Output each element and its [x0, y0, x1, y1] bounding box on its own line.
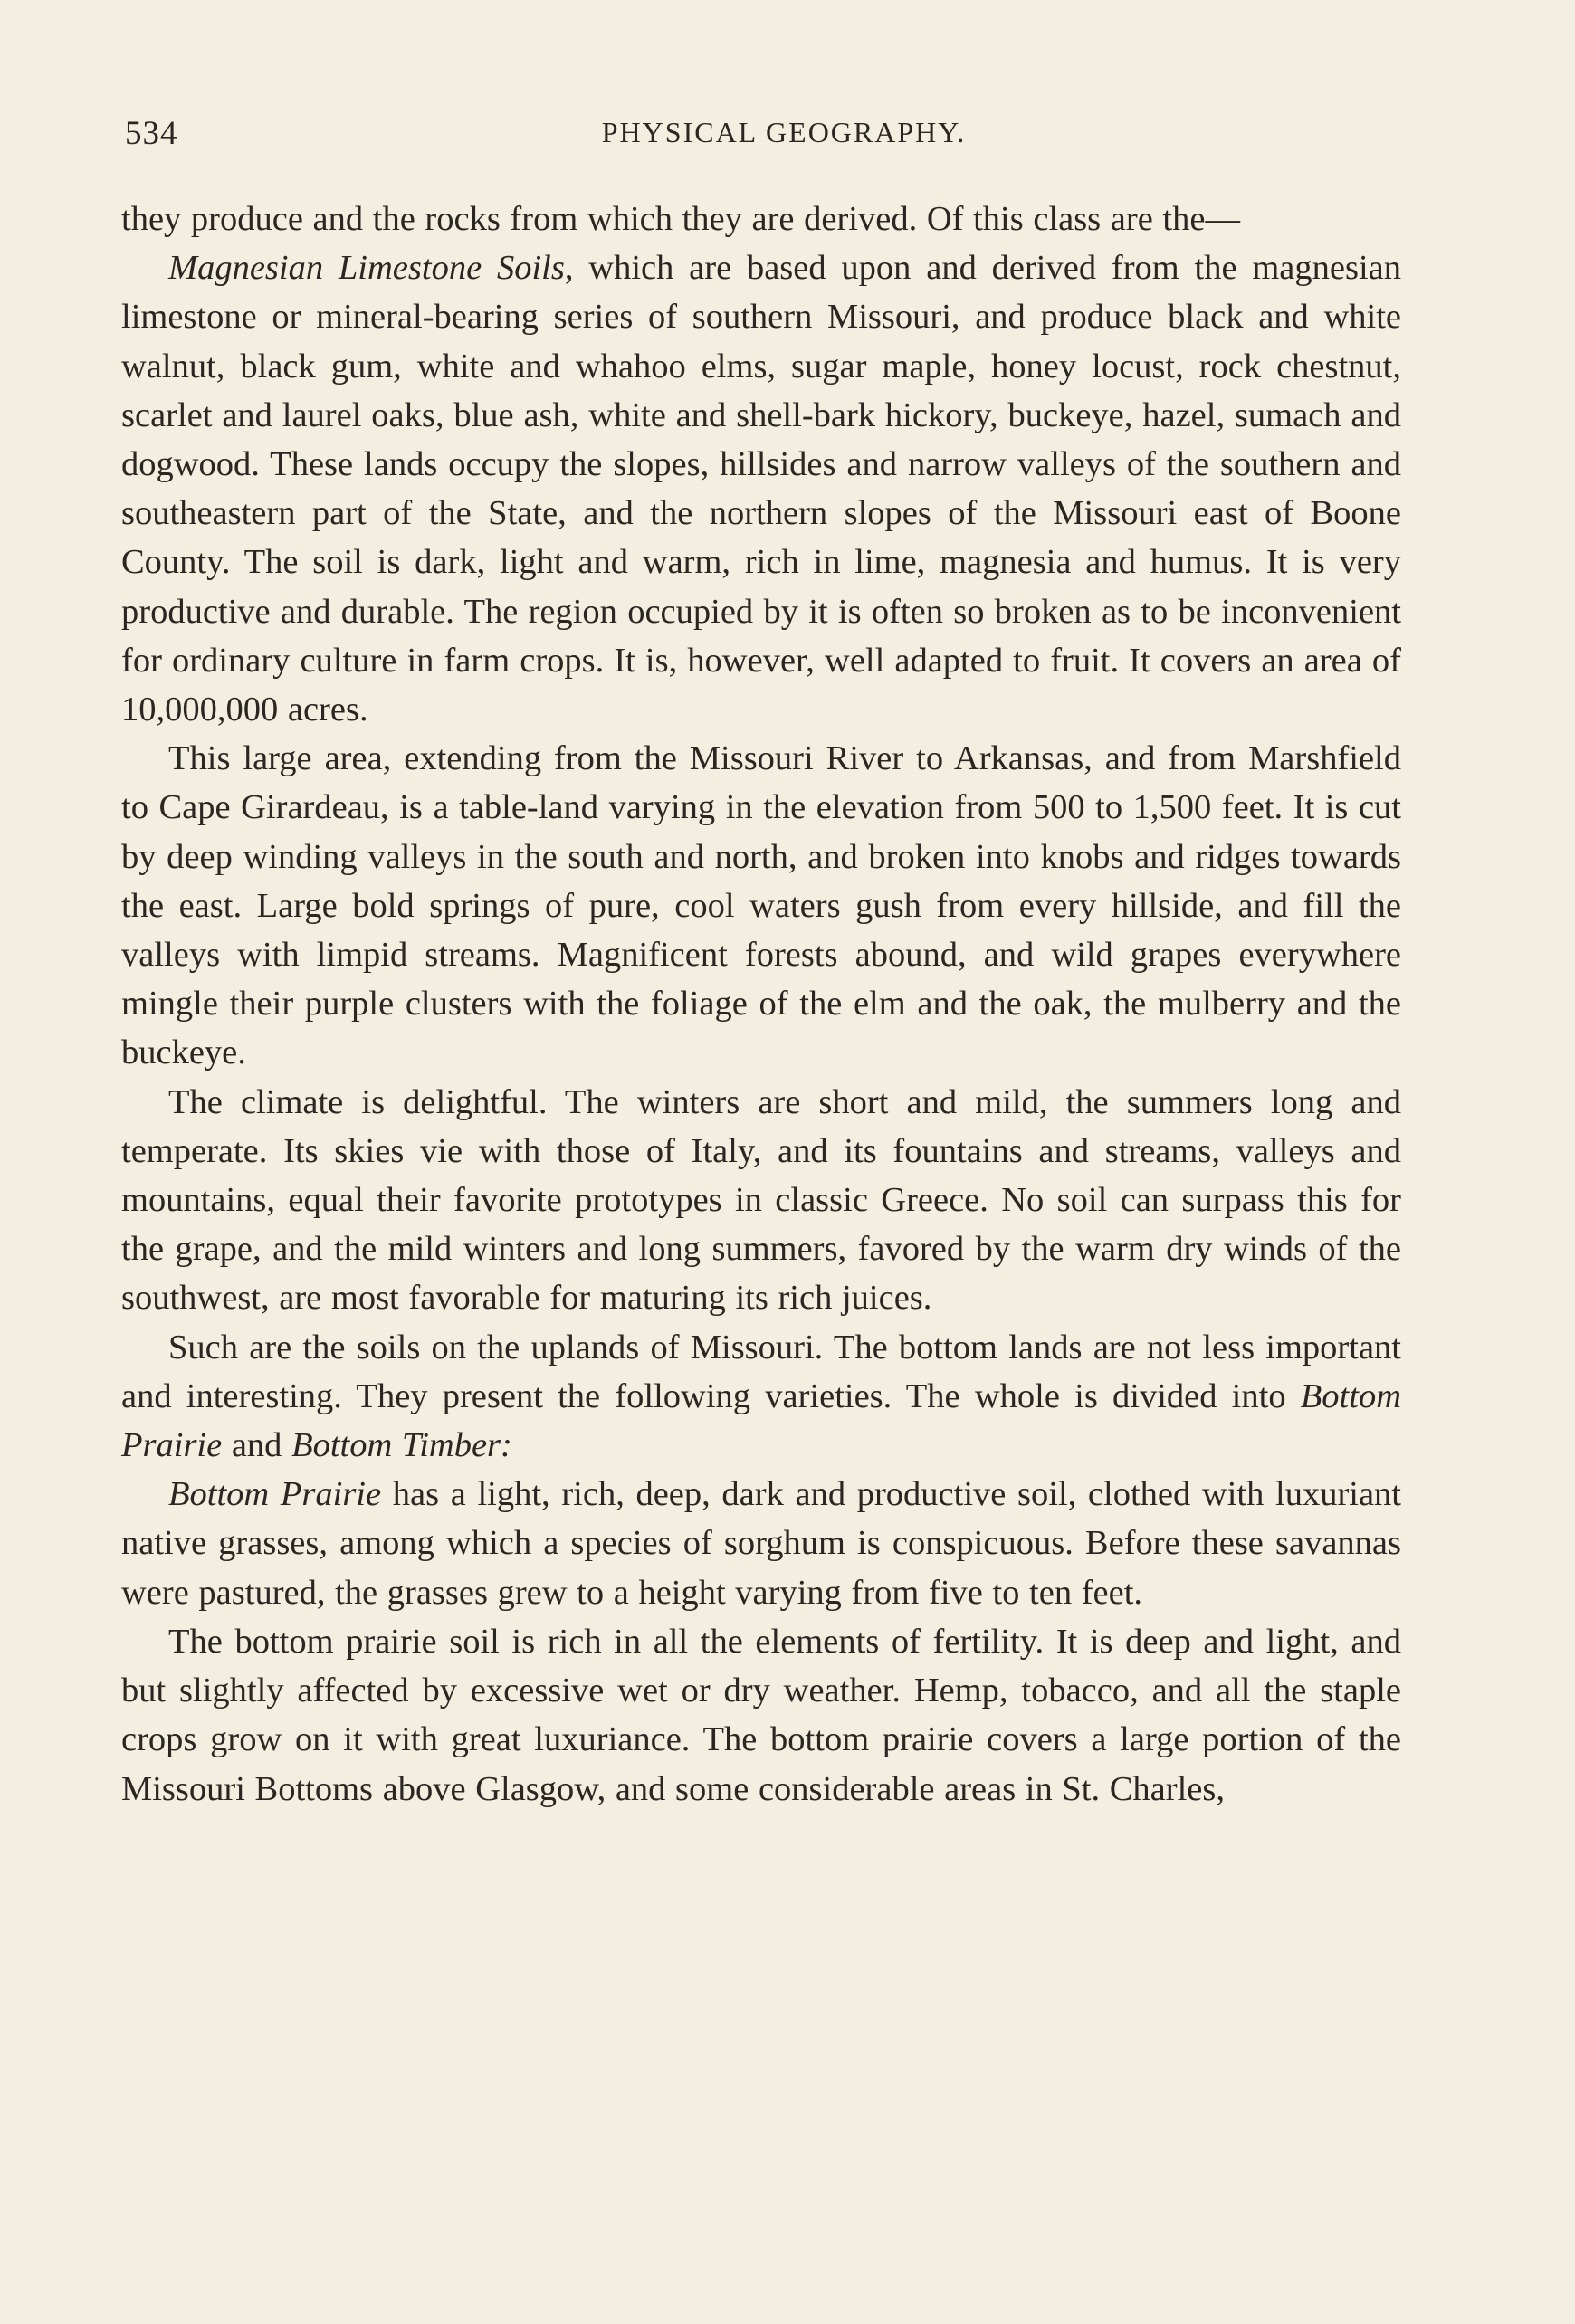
page-body: [121, 195, 1401, 1814]
paragraph-climate: [121, 1078, 1401, 1323]
section-term: Bottom Timber:: [291, 1426, 512, 1465]
page-number: 534: [125, 115, 178, 152]
paragraph-text: and: [222, 1426, 292, 1465]
paragraph-text: The bottom prairie soil is rich in all the elements of fertility. It is deep and light, and but slightly affected by excessive wet or dry weather. Hemp, tobacco, and all the staple crops grow on it with great luxuriance. The bottom prairie covers a large portion of the Missouri Bottoms above Glasgow, and some considerable areas in St. Charles,: [121, 1622, 1401, 1808]
paragraph-text: , which are based upon and derived from the magnesian limestone or mineral-bearing series of southern Missouri, and produce black and white walnut, black gum, white and whahoo elms, sugar maple, honey locust, rock chestnut, scarlet and laurel oaks, blue ash, white and shell-bark hickory, buckeye, hazel, sumach and dogwood. These lands occupy the slopes, hillsides and narrow valleys of the southern and southeastern part of the State, and the northern slopes of the Missouri east of Boone County. The soil is dark, light and warm, rich in lime, magnesia and humus. It is very productive and durable. The region occupied by it is often so broken as to be inconvenient for ordinary culture in farm crops. It is, however, well adapted to fruit. It covers an area of 10,000,000 acres.: [121, 249, 1401, 729]
paragraph-magnesian-soils: [121, 243, 1401, 734]
paragraph-bottom-prairie-soil: [121, 1617, 1401, 1814]
section-term: Bottom Prairie: [168, 1475, 382, 1514]
paragraph-text: they produce and the rocks from which they are derived. Of this class are the—: [121, 200, 1240, 238]
paragraph-text: This large area, extending from the Missouri River to Arkansas, and from Marshfield to Cape Girardeau, is a table-land varying in the elevation from 500 to 1,500 feet. It is cut by deep winding valleys in the south and north, and broken into knobs and ridges towards the east. Large bold springs of pure, cool waters gush from every hillside, and fill the valleys with limpid streams. Magnificent forests abound, and wild grapes everywhere mingle their purple clusters with the foliage of the elm and the oak, the mulberry and the buckeye.: [121, 739, 1401, 1072]
paragraph-large-area: [121, 734, 1401, 1077]
page-header: [125, 114, 1401, 168]
paragraph-continuation: [121, 195, 1401, 243]
running-head: PHYSICAL GEOGRAPHY.: [601, 116, 967, 148]
paragraph-bottom-lands: [121, 1323, 1401, 1471]
paragraph-text: has a light, rich, deep, dark and productive soil, clothed with luxuriant native grasses, among which a species of sorghum is conspicuous. Before these savannas were pastured, the grasses grew to a height varying from five to ten feet.: [121, 1475, 1401, 1612]
paragraph-text: Such are the soils on the uplands of Missouri. The bottom lands are not less important and interesting. They present the following varieties. The whole is divided into: [121, 1328, 1401, 1415]
paragraph-bottom-prairie: [121, 1470, 1401, 1617]
paragraph-text: The climate is delightful. The winters are short and mild, the summers long and temperate. Its skies vie with those of Italy, and its fountains and streams, valleys and mountains, equal their favorite prototypes in classic Greece. No soil can surpass this for the grape, and the mild winters and long summers, favored by the warm dry winds of the southwest, are most favorable for maturing its rich juices.: [121, 1082, 1401, 1318]
section-term: Magnesian Limestone Soils: [168, 249, 565, 288]
section-term: Bottom Prairie: [121, 1376, 1401, 1465]
